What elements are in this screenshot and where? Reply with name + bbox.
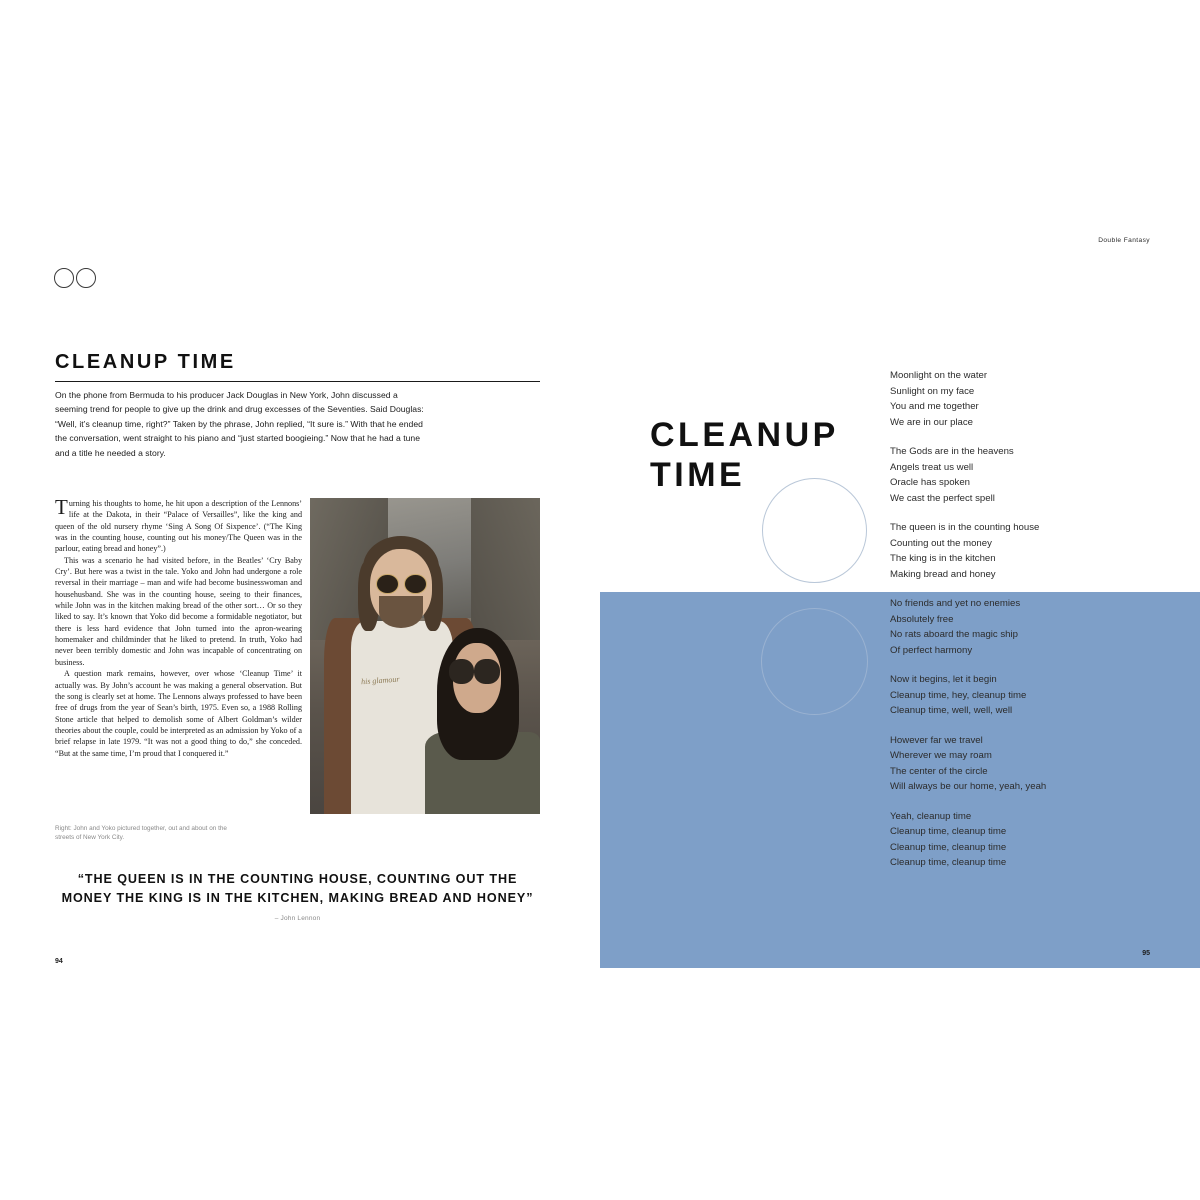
lyrics-stanza	[890, 368, 1160, 430]
lyrics-stanza	[890, 596, 1160, 658]
lyrics-line: We are in our place	[890, 416, 974, 428]
lyrics-line: The queen is in the counting house	[890, 522, 1040, 533]
lyrics-line: Angels treat us well	[890, 461, 974, 473]
photo-john-beard	[379, 596, 423, 628]
lyrics-line: Sunlight on my face	[890, 385, 975, 397]
circle-ornament-icon	[762, 478, 867, 583]
lyrics-line: The king is in the kitchen	[890, 553, 996, 564]
lyrics-line: Of perfect harmony	[890, 644, 973, 656]
lyrics-line: The Gods are in the heavens	[890, 446, 1014, 457]
lyrics-line: Oracle has spoken	[890, 477, 970, 488]
lyrics-title-line2: TIME	[650, 456, 746, 494]
lyrics-line: The center of the circle	[890, 765, 988, 777]
lyrics-line: You and me together	[890, 401, 979, 412]
lyrics-line: Cleanup time, cleanup time	[890, 826, 1007, 837]
lyrics-line: Making bread and honey	[890, 568, 996, 580]
lyrics-line: Will always be our home, yeah, yeah	[890, 781, 1047, 792]
lyrics-stanza	[890, 520, 1160, 582]
pull-quote-attribution: – John Lennon	[274, 915, 321, 922]
lyrics-stanza	[890, 672, 1160, 719]
lyrics-stanza	[890, 444, 1160, 506]
lyrics-line: Cleanup time, cleanup time	[890, 841, 1007, 853]
lyrics-line: Counting out the money	[890, 537, 992, 549]
lyrics-text	[890, 368, 1160, 871]
circle-ornament-icon	[761, 608, 868, 715]
lyrics-line: Absolutely free	[890, 613, 954, 625]
lyrics-title	[650, 415, 890, 495]
lyrics-line: We cast the perfect spell	[890, 492, 995, 504]
page-number-right: 95	[1142, 950, 1150, 957]
photo-john-sunglasses	[376, 574, 399, 595]
standfirst-paragraph: On the phone from Bermuda to his producer Jack Douglas in New York, John discussed a seeming trend for people to give up the drink and drug excesses of the Seventies. Said Douglas: “Well, it’s cleanup time, right?” Taken by the phrase, John replied, “It sure is.” With that he ended the conversation, went straight to his piano and “just started boogieing.” Now that he had a tune and a title he needed a story.	[55, 390, 424, 458]
lyrics-title-line1: CLEANUP	[650, 416, 839, 454]
lyrics-line: Cleanup time, cleanup time	[890, 857, 1007, 868]
lyrics-line: Yeah, cleanup time	[890, 810, 972, 822]
lyrics-line: Moonlight on the water	[890, 370, 988, 381]
lyrics-line: Cleanup time, hey, cleanup time	[890, 689, 1027, 701]
lyrics-line: No friends and yet no enemies	[890, 598, 1021, 609]
photo-yoko-sunglasses	[474, 659, 499, 684]
pull-quote: “THE QUEEN IS IN THE COUNTING HOUSE, COUNTING OUT THE MONEY THE KING IS IN THE KITCHEN, MAKING BREAD AND HONEY”	[61, 872, 534, 905]
photo-caption: Right: John and Yoko pictured together, out and about on the streets of New York City.	[55, 825, 227, 841]
photo-shirt-text: his glamour	[360, 674, 400, 687]
page-number-left: 94	[55, 958, 63, 965]
lyrics-line: However far we travel	[890, 734, 983, 746]
lyrics-line: Cleanup time, well, well, well	[890, 705, 1013, 716]
body-paragraph: A question mark remains, however, over whose ‘Cleanup Time’ it actually was. By John’s account he was making a general observation. But the song is clearly set at home. The Lennons always professed to have been free of drugs from the year of Sean’s birth, 1975. Even so, a 1988 Rolling Stone article that helped to demolish some of Albert Goldman’s wilder theories about the couple, could be interpreted as an admission by Yoko of a brief relapse in late 1979. “It was not a good thing to do,” she conceded. “But at the same time, I’m proud that I conquered it.”	[55, 669, 302, 758]
body-text-column	[55, 495, 302, 759]
lyrics-stanza	[890, 809, 1160, 871]
circle-ornament-icon	[76, 268, 96, 288]
double-circle-ornament	[54, 268, 114, 290]
photo-john-and-yoko	[310, 498, 540, 814]
lyrics-line: No rats aboard the magic ship	[890, 629, 1018, 640]
body-paragraph: This was a scenario he had visited before, in the Beatles’ ‘Cry Baby Cry’. But here was a twist in the tale. Yoko and John had undergone a role reversal in their marriage – man and wife had become businesswoman and househusband. She was in the counting house, seeing to their finances, while John was in the kitchen making bread of the other sort… Or so they liked to say. It’s known that Yoko did become a formidable negotiator, but there is less hard evidence that John turned into the apron-wearing homemaker and childminder that he liked to pretend. In truth, Yoko had never been terribly domestic and John was incapable of concentrating on business.	[55, 555, 302, 667]
photo-yoko-sunglasses	[449, 659, 474, 684]
lyrics-line: Wherever we may roam	[890, 750, 992, 761]
right-page	[600, 0, 1200, 1200]
circle-ornament-icon	[54, 268, 74, 288]
title-divider	[55, 381, 540, 382]
body-paragraph: Turning his thoughts to home, he hit upon a description of the Lennons’ life at the Dakota, in their “Palace of Versailles”, like the king and queen of the old nursery rhyme ‘Sing A Song Of Sixpence’. (“The King was in the counting house, counting out his money/The Queen was in the parlour, eating bread and honey”.)	[55, 495, 302, 554]
lyrics-stanza	[890, 733, 1160, 795]
running-head: Double Fantasy	[1098, 237, 1150, 244]
page-title: CLEANUP TIME	[55, 351, 236, 373]
lyrics-line: Now it begins, let it begin	[890, 674, 997, 685]
